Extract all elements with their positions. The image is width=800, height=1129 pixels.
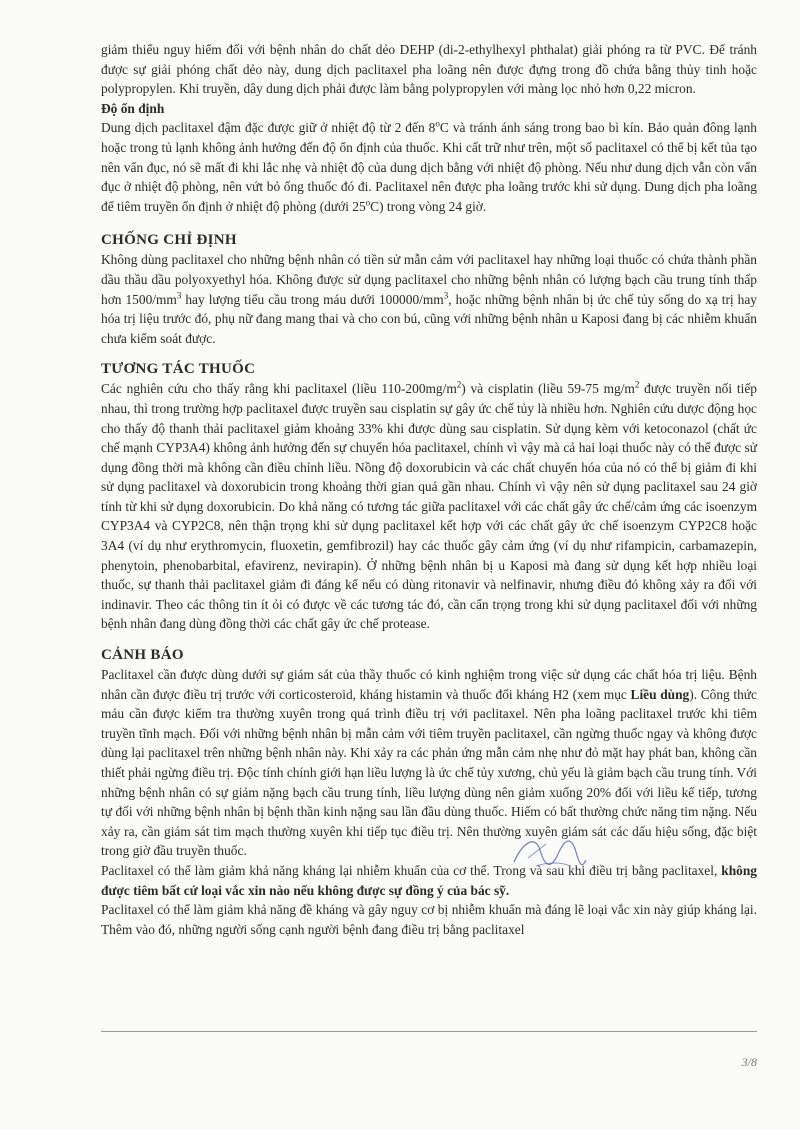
interactions-heading: TƯƠNG TÁC THUỐC xyxy=(101,361,256,378)
exponent-sup: 2 xyxy=(634,379,640,390)
degree-sup: o xyxy=(435,118,440,129)
text-span: C) trong vòng 24 giờ. xyxy=(370,198,487,214)
text-span: Các nghiên cứu cho thấy rằng khi paclitaxel (liều 110-200mg/m xyxy=(101,381,457,397)
interactions-paragraph xyxy=(101,379,757,634)
contraindications-heading: CHỐNG CHỈ ĐỊNH xyxy=(101,232,237,249)
text-span: được truyền nối tiếp nhau, thì trong trường hợp paclitaxel được truyền sau cisplatin sự gây ức chế tủy là nhiều hơn. Nghiên cứu dược động học cho thấy độ thanh thải paclitaxel giảm khoảng 33% khi được dùng sau cisplatin. Sử dụng kèm với ketoconazol (chất ức chế mạnh CYP3A4) không ảnh hưởng đến sự chuyển hóa paclitaxel, chính vì vậy mà cả hai loại thuốc này có thể được sử dụng đồng thời mà không cần điều chỉnh liều. Nồng độ doxorubicin và các chất chuyển hóa của nó có thể bị giảm đi khi sử dụng paclitaxel và doxorubicin trong khoảng thời gian quá gần nhau. Chính vì vậy nên sử dụng paclitaxel sau 24 giờ tính từ khi sử dụng doxorubicin. Do khả năng có tương tác giữa paclitaxel với các chất gây ức chế/cảm ứng các isoenzym CYP3A4 và CYP2C8, nên thận trọng khi sử dụng paclitaxel kết hợp với các chất gây ức chế isoenzym CYP2C8 hoặc 3A4 (ví dụ như erythromycin, fluoxetin, gemfibrozil) hay các thuốc gây cảm ứng (ví dụ như rifampicin, carbamazepin, phenytoin, phenobarbital, efavirenz, nevirapin). Ở những bệnh nhân bị u Kaposi mà đang sử dụng kết hợp nhiều loại thuốc, sự thanh thải paclitaxel giảm đi đáng kể nếu có dùng ritonavir và nelfinavir, nhưng điều đó không xảy ra đối với indinavir. Theo các thông tin ít ỏi có được về các tương tác đó, cần cẩn trọng trong khi sử dụng paclitaxel đối với những bệnh nhân đang dùng đồng thời các chất gây ức chế protease. xyxy=(101,381,757,632)
signature-mark xyxy=(506,832,590,876)
exponent-sup: 2 xyxy=(456,379,462,390)
stability-heading: Độ ổn định xyxy=(101,100,165,116)
vaccine-warning: không được tiêm bất cứ loại vắc xin nào nếu không được sự đồng ý của bác sỹ. xyxy=(101,862,757,898)
text-span: hay lượng tiểu cầu trong máu dưới 100000/mm xyxy=(181,291,444,307)
warnings-heading: CẢNH BÁO xyxy=(101,647,184,664)
text-span: C và tránh ánh sáng trong bao bì kín. Bảo quản đông lạnh hoặc trong tủ lạnh không ảnh hưởng đến độ ổn định của thuốc. Khi cất trữ như trên, một số paclitaxel có thể bị kết tủa tạo nên vẩn đục, nó sẽ mất đi khi lắc nhẹ và nhiệt độ của dung dịch bằng với nhiệt độ phòng. Nếu như dung dịch vẫn còn vẩn đục ở nhiệt độ phòng, nên vứt bỏ ống thuốc đó đi. Paclitaxel nên được pha loãng trước khi sử dụng. Dung dịch pha loãng để tiêm truyền ổn định ở nhiệt độ phòng (dưới 25 xyxy=(101,120,757,214)
contraindications-paragraph xyxy=(101,250,757,348)
text-span: Paclitaxel cần được dùng dưới sự giám sát của thầy thuốc có kinh nghiệm trong việc sử dụng các chất hóa trị liệu. Bệnh nhân cần được điều trị trước với corticosteroid, kháng histamin và thuốc đối kháng H2 (xem mục xyxy=(101,667,757,702)
contraindications-section xyxy=(101,230,757,348)
text-span: Paclitaxel có thể làm giảm khả năng kháng lại nhiễm khuẩn của cơ thể. Trong và sau khi điều trị bằng paclitaxel, xyxy=(101,862,722,878)
dosage-reference: Liều dùng xyxy=(630,686,690,702)
warnings-paragraph-3: Paclitaxel có thể làm giảm khả năng đề kháng và gây nguy cơ bị nhiễm khuẩn mà đáng lẽ loại vắc xin này giúp kháng lại. Thêm vào đó, những người sống cạnh người bệnh đang điều trị bằng paclitaxel xyxy=(101,902,757,937)
interactions-section xyxy=(101,359,757,634)
document-body xyxy=(101,40,757,939)
text-span: ) và cisplatin (liều 59-75 mg/m xyxy=(461,381,635,397)
text-span: ). Công thức máu cần được kiểm tra thường xuyên trong quá trình điều trị với paclitaxel. Nên pha loãng paclitaxel trước khi tiêm truyền tĩnh mạch. Đối với những bệnh nhân bị mẫn cảm với tiêm truyền paclitaxel, cần ngừng thuốc ngay và không được dùng lại paclitaxel trên những bệnh nhân này. Khi xảy ra các phản ứng mẫn cảm nhẹ như đỏ mặt hay phát ban, không cần thiết phải ngừng điều trị. Độc tính chính giới hạn liều lượng là ức chế tủy xương, chủ yếu là giảm bạch cầu trung tính. Với những bệnh nhân có sự giảm nặng bạch cầu trung tính, liều lượng dùng nên giảm xuống 20% đối với liều kế tiếp, tương tự đối với những bệnh nhân bị bệnh thần kinh nặng sau lần đầu dùng thuốc. Hiếm có bất thường chức năng tim nặng. Nếu xảy ra, cần giám sát tim mạch thường xuyên khi tiếp tục điều trị. Nên thường xuyên giám sát các dấu hiệu sống, đặc biệt trong giờ đầu truyền thuốc. xyxy=(101,686,757,859)
warnings-paragraph-1 xyxy=(101,665,757,861)
text-span: Không dùng paclitaxel cho những bệnh nhân có tiền sử mẫn cảm với paclitaxel hay những loại thuốc có chứa thành phần dầu thầu dầu polyoxyethyl hóa. Không được sử dụng paclitaxel cho những bệnh nhân có lượng bạch cầu trung tính thấp hơn 1500/mm xyxy=(101,252,757,307)
warnings-paragraph-2 xyxy=(101,861,757,900)
intro-paragraph: giảm thiểu nguy hiểm đối với bệnh nhân do chất dẻo DEHP (di-2-ethylhexyl phthalat) giải phóng ra từ PVC. Để tránh được sự giải phóng chất dẻo này, dung dịch paclitaxel pha loãng nên được đựng trong đồ chứa bằng thủy tinh hoặc polypropylen. Khi truyền, dây dung dịch phải được làm bằng polypropylen với màng lọc nhỏ hơn 0,22 micron. xyxy=(101,42,757,97)
stability-section xyxy=(101,99,757,217)
degree-sup: o xyxy=(365,197,371,208)
exponent-sup: 3 xyxy=(176,290,182,301)
text-span: Dung dịch paclitaxel đậm đặc được giữ ở nhiệt độ từ 2 đến 8 xyxy=(101,120,436,136)
warnings-section xyxy=(101,645,757,939)
stability-paragraph xyxy=(101,118,757,216)
text-span: , hoặc những bệnh nhân bị ức chế tủy sống do xạ trị hay hóa trị liệu trước đó, phụ nữ đang mang thai và cho con bú, cũng với những bệnh nhân u Kaposi đang bị các nhiễm khuẩn chưa kiểm soát được. xyxy=(101,291,757,346)
exponent-sup: 3 xyxy=(443,290,449,301)
page-number: 3/8 xyxy=(741,1055,757,1069)
footer-rule xyxy=(101,1031,757,1032)
